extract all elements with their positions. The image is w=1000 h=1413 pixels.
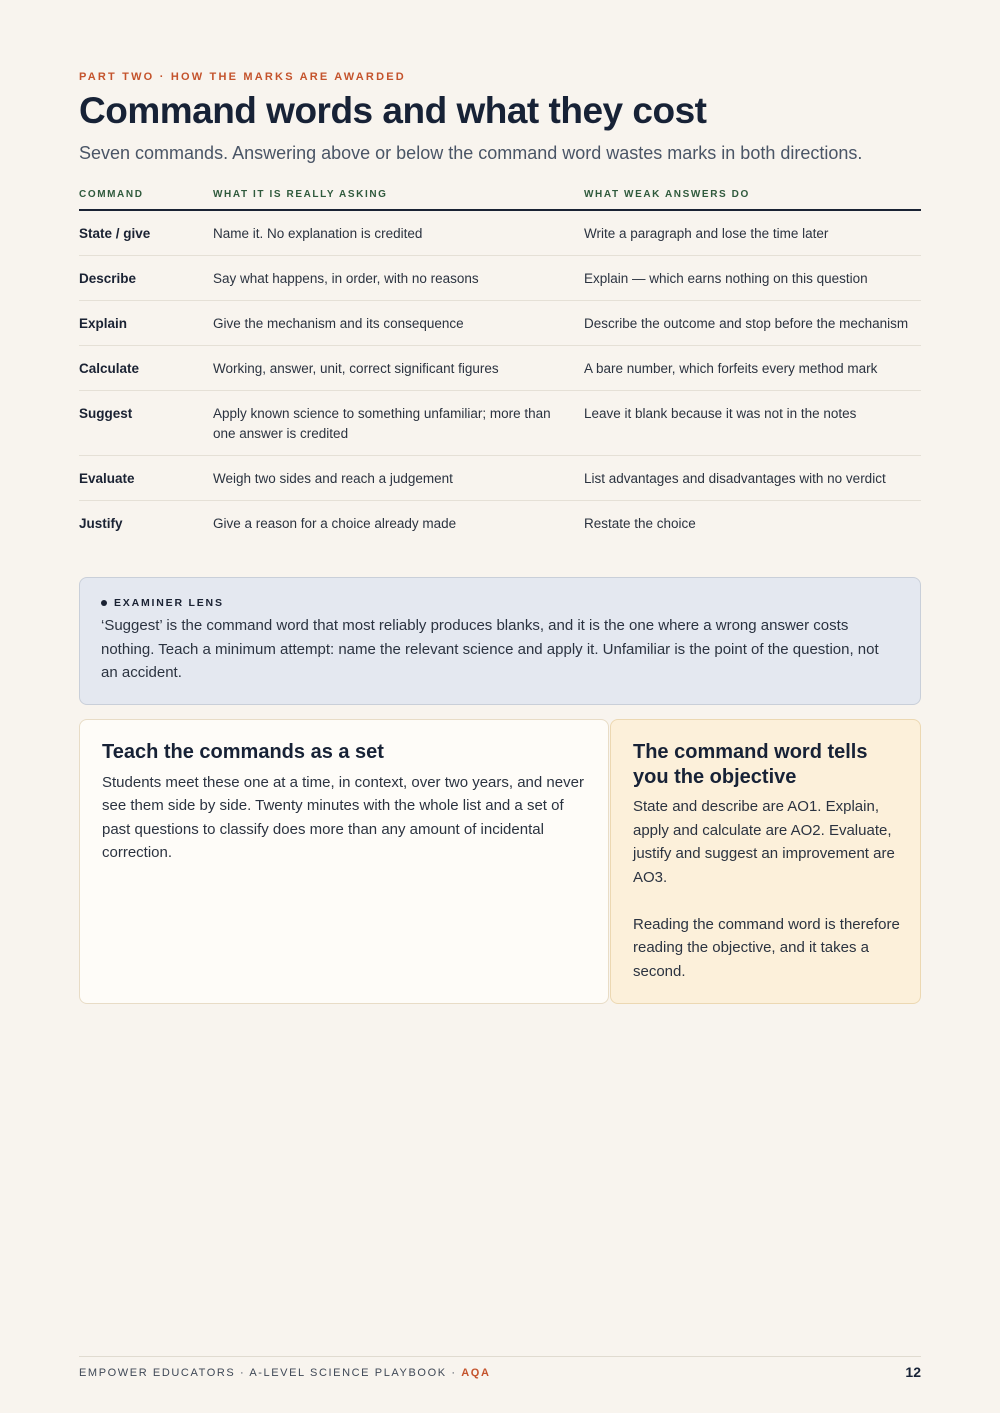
card-body: Students meet these one at a time, in context, over two years, and never see them side by side. Twenty minutes with the whole list and a set of past questions to classify does more than any amount of incidental correction. bbox=[102, 773, 584, 861]
command-cell: Justify bbox=[79, 516, 123, 531]
command-cell: Calculate bbox=[79, 361, 140, 376]
footer-board: AQA bbox=[461, 1367, 491, 1379]
table-row bbox=[79, 211, 921, 256]
asking-cell: Give the mechanism and its consequence bbox=[213, 316, 464, 331]
command-cell: Suggest bbox=[79, 406, 133, 421]
bullet-dot-icon bbox=[101, 600, 107, 606]
command-words-table bbox=[79, 189, 921, 545]
weak-answer-cell: Describe the outcome and stop before the mechanism bbox=[584, 316, 909, 331]
weak-answer-cell: Write a paragraph and lose the time later bbox=[584, 226, 829, 241]
footer-text: EMPOWER EDUCATORS · A-LEVEL SCIENCE PLAYBOOK · bbox=[79, 1367, 462, 1379]
page bbox=[79, 0, 921, 1413]
objective-card bbox=[610, 719, 921, 1004]
table-row bbox=[79, 256, 921, 301]
column-header-weak: WHAT WEAK ANSWERS DO bbox=[584, 189, 750, 200]
weak-answer-cell: Restate the choice bbox=[584, 516, 696, 531]
callout-label-text: EXAMINER LENS bbox=[114, 597, 224, 609]
card-title: Teach the commands as a set bbox=[102, 741, 384, 763]
table-header bbox=[79, 189, 921, 211]
weak-answer-cell: A bare number, which forfeits every method mark bbox=[584, 361, 878, 376]
page-subtitle: Seven commands. Answering above or below the command word wastes marks in both directions. bbox=[79, 143, 863, 163]
asking-cell: Working, answer, unit, correct significant figures bbox=[213, 361, 499, 376]
footer-divider bbox=[79, 1356, 921, 1357]
command-cell: Evaluate bbox=[79, 471, 135, 486]
card-body: State and describe are AO1. Explain, apply and calculate are AO2. Evaluate, justify and suggest an improvement are AO3. bbox=[633, 798, 895, 886]
command-cell: Describe bbox=[79, 271, 137, 286]
table-row bbox=[79, 391, 921, 456]
weak-answer-cell: List advantages and disadvantages with no verdict bbox=[584, 471, 886, 486]
asking-cell: Name it. No explanation is credited bbox=[213, 226, 423, 241]
table-body bbox=[79, 211, 921, 545]
asking-cell: Say what happens, in order, with no reasons bbox=[213, 271, 479, 286]
callout-label bbox=[101, 597, 899, 609]
page-title: Command words and what they cost bbox=[79, 90, 707, 131]
table-row bbox=[79, 501, 921, 545]
command-cell: State / give bbox=[79, 226, 151, 241]
table-row bbox=[79, 301, 921, 346]
footer-publication bbox=[79, 1367, 491, 1379]
table-row bbox=[79, 346, 921, 391]
callout-text: ‘Suggest’ is the command word that most reliably produces blanks, and it is the one where a wrong answer costs nothing. Teach a minimum attempt: name the relevant science and apply it. Unfamiliar is the point of the question, not an accident. bbox=[101, 617, 879, 681]
weak-answer-cell: Leave it blank because it was not in the notes bbox=[584, 406, 857, 421]
examiner-lens-callout bbox=[79, 577, 921, 705]
teach-commands-card bbox=[79, 719, 609, 1004]
table-row bbox=[79, 456, 921, 501]
card-title: The command word tells you the objective bbox=[633, 741, 868, 788]
asking-cell: Apply known science to something unfamiliar; more than one answer is credited bbox=[213, 406, 551, 441]
column-header-asking: WHAT IT IS REALLY ASKING bbox=[213, 189, 388, 200]
card-body: Reading the command word is therefore reading the objective, and it takes a second. bbox=[633, 915, 900, 980]
command-cell: Explain bbox=[79, 316, 128, 331]
column-header-command: COMMAND bbox=[79, 189, 144, 200]
weak-answer-cell: Explain — which earns nothing on this question bbox=[584, 271, 868, 286]
asking-cell: Weigh two sides and reach a judgement bbox=[213, 471, 453, 486]
section-eyebrow: PART TWO · HOW THE MARKS ARE AWARDED bbox=[79, 71, 406, 83]
page-number: 12 bbox=[905, 1364, 921, 1380]
asking-cell: Give a reason for a choice already made bbox=[213, 516, 457, 531]
